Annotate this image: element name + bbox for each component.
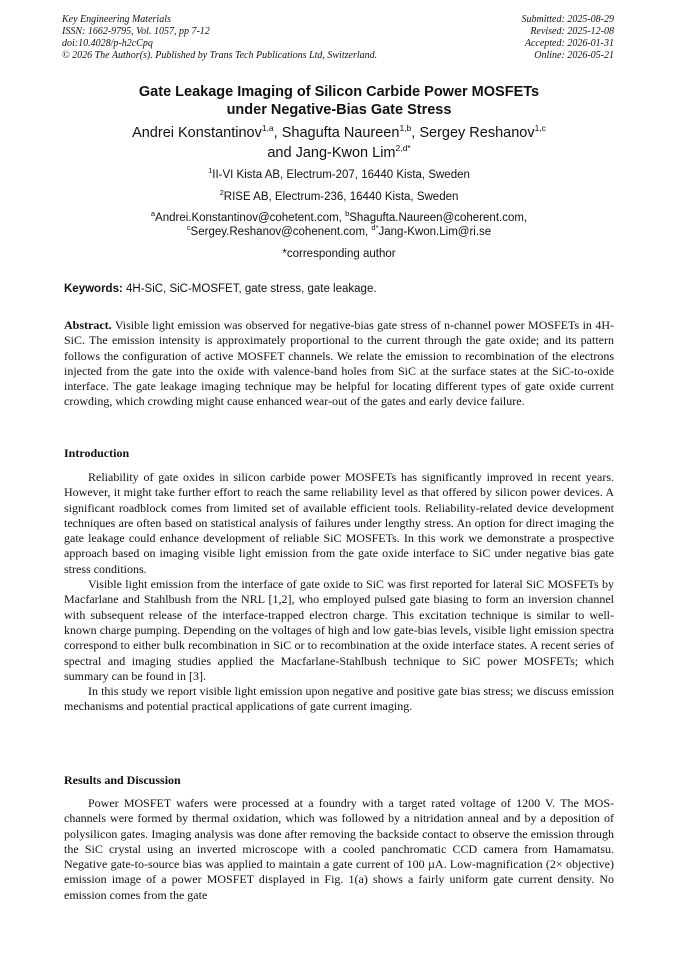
issn-volume: ISSN: 1662-9795, Vol. 1057, pp 7-12 [62,26,210,37]
body-paragraph: In this study we report visible light emission upon negative and positive gate bias stress; we discuss emission mechanisms and potential practical applications of gate current imaging. [64,684,614,714]
journal-info [62,14,442,62]
submitted-date: Submitted: 2025-08-29 [521,14,614,25]
affiliation-2 [64,190,614,204]
author-name: Shagufta Naureen [281,125,400,141]
affiliation-superscript: 1 [208,166,213,175]
author-superscript: 2,d* [395,143,411,153]
email-superscript: b [345,209,350,218]
author-name: Jang-Kwon Lim [295,145,396,161]
body-paragraph: Visible light emission from the interface of gate oxide to SiC was first reported for lateral SiC MOSFETs by Macfarlane and Stahlbush from the NRL [1,2], who employed pulsed gate biasing to form an inversion channel with subsequent release of the interface-trapped electron charge. This excitation technique is similar to well-known charge pumping. Depending on the voltages of high and low gate-bias levels, visible light emission spectra correspond to either bulk recombination in SiC or to recombination at the oxide interface states. A recent series of spectral and imaging studies applied the Macfarlane-Stahlbush technique to SiC power MOSFETs; which summary can be found in [3]. [64,577,614,683]
online-date: Online: 2026-05-21 [534,50,614,61]
title-line-1: Gate Leakage Imaging of Silicon Carbide Power MOSFETs [138,84,540,100]
emails-line-2: $^c$Sergey.Reshanov@cohenent.com, $^{d*}$Jang-Kwon.Lim@ri.se [186,223,492,238]
section-heading-results: Results and Discussion [64,773,181,787]
copyright: © 2026 The Author(s). Published by Trans Tech Publications Ltd, Switzerland. [62,50,378,61]
email-address[interactable]: Shagufta.Naureen@coherent.com [349,212,524,224]
email-superscript: c [186,223,191,232]
emails-line-1: $^a$Andrei.Konstantinov@cohetent.com, $^b$Shagufta.Naureen@coherent.com, [150,209,528,224]
results-section [64,796,614,903]
author-superscript: 1,b [399,123,412,133]
revised-date: Revised: 2025-12-08 [530,26,614,37]
affiliation-text: RISE AB, Electrum-236, 16440 Kista, Sweden [223,191,459,203]
abstract-label: Abstract. [64,318,112,332]
journal-name: Key Engineering Materials [62,14,171,25]
author-superscript: 1,a [261,123,274,133]
affiliation-text: II-VI Kista AB, Electrum-207, 16440 Kista, Sweden [212,169,470,181]
title-line-2: under Negative-Bias Gate Stress [226,102,452,118]
author-superscript: 1,c [534,123,546,133]
author-name: Sergey Reshanov [419,125,535,141]
body-paragraph: Reliability of gate oxides in silicon carbide power MOSFETs has significantly improved in recent years. However, it might take further effort to reach the same reliability level as that offered by silicon power devices. A significant roadblock comes from limited set of available efficient tools. Reliability-related device development techniques are often based on statistical analysis of failures under lengthy stress. An option for direct imaging the gate leakage could enhance development of reliable SiC MOSFETs. In this work we demonstrate a prospective approach based on imaging visible light emission from the gate oxide interface to SiC under negative bias gate stress conditions. [64,470,614,576]
keywords-text: 4H-SiC, SiC-MOSFET, gate stress, gate leakage. [126,283,377,295]
affiliation-superscript: 2 [219,188,224,197]
body-paragraph: Power MOSFET wafers were processed at a foundry with a target rated voltage of 1200 V. The MOS-channels were formed by thermal oxidation, which was followed by a nitridation anneal and by a deposition of polysilicon gates. Imaging analysis was done after removing the backside contact to observe the emission through the SiC crystal using an inverted microscope with a cooled panchromatic CCD camera from Hamamatsu. Negative gate-to-source bias was applied to maintain a gate current of 100 µA. Low-magnification (2× objective) emission image of a power MOSFET displayed in Fig. 1(a) shows a fairly uniform gate current density. No emission comes from the gate [64,796,614,902]
email-list [64,211,614,239]
email-superscript: d* [371,223,379,232]
corresponding-author-note: *corresponding author [282,248,396,260]
email-address[interactable]: Jang-Kwon.Lim@ri.se [378,226,492,238]
authors-line-2 [64,143,614,163]
accepted-date: Accepted: 2026-01-31 [524,38,614,49]
abstract-paragraph [64,318,614,410]
email-superscript: a [150,209,156,218]
keywords-label: Keywords: [64,283,123,295]
email-address[interactable]: Sergey.Reshanov@cohenent.com [190,226,366,238]
introduction-section [64,470,614,715]
doi[interactable]: doi:10.4028/p-h2cCpq [62,38,153,49]
author-conjunction: and [267,145,292,161]
keywords [64,282,614,296]
abstract-text: Visible light emission was observed for negative-bias gate stress of n-channel power MOSFETs in 4H-SiC. The emission intensity is approximately proportional to the current through the gate oxide; and its pattern follows the configuration of active MOSFET channels. We relate the emission to recombination of the electrons injected from the gate into the oxide with valence-band holes from SiC at the surface states at the SiC-to-oxide interface. The gate leakage imaging technique may be helpful for locating different types of gate oxide current crowding, which crowding might cause enhanced wear-out of the gates and early device failure. [64,318,614,409]
author-name: Andrei Konstantinov [132,125,262,141]
affiliation-1 [64,168,614,182]
section-heading-introduction: Introduction [64,446,130,460]
abstract [64,318,614,410]
authors-line-1: Andrei Konstantinov$^{1,a}$, Shagufta Naureen$^{1,b}$, Sergey Reshanov$^{1,c}$ [132,123,546,141]
publication-dates [414,14,614,62]
email-address[interactable]: Andrei.Konstantinov@cohetent.com [155,212,339,224]
paper-title [64,83,614,119]
author-list [64,123,614,163]
